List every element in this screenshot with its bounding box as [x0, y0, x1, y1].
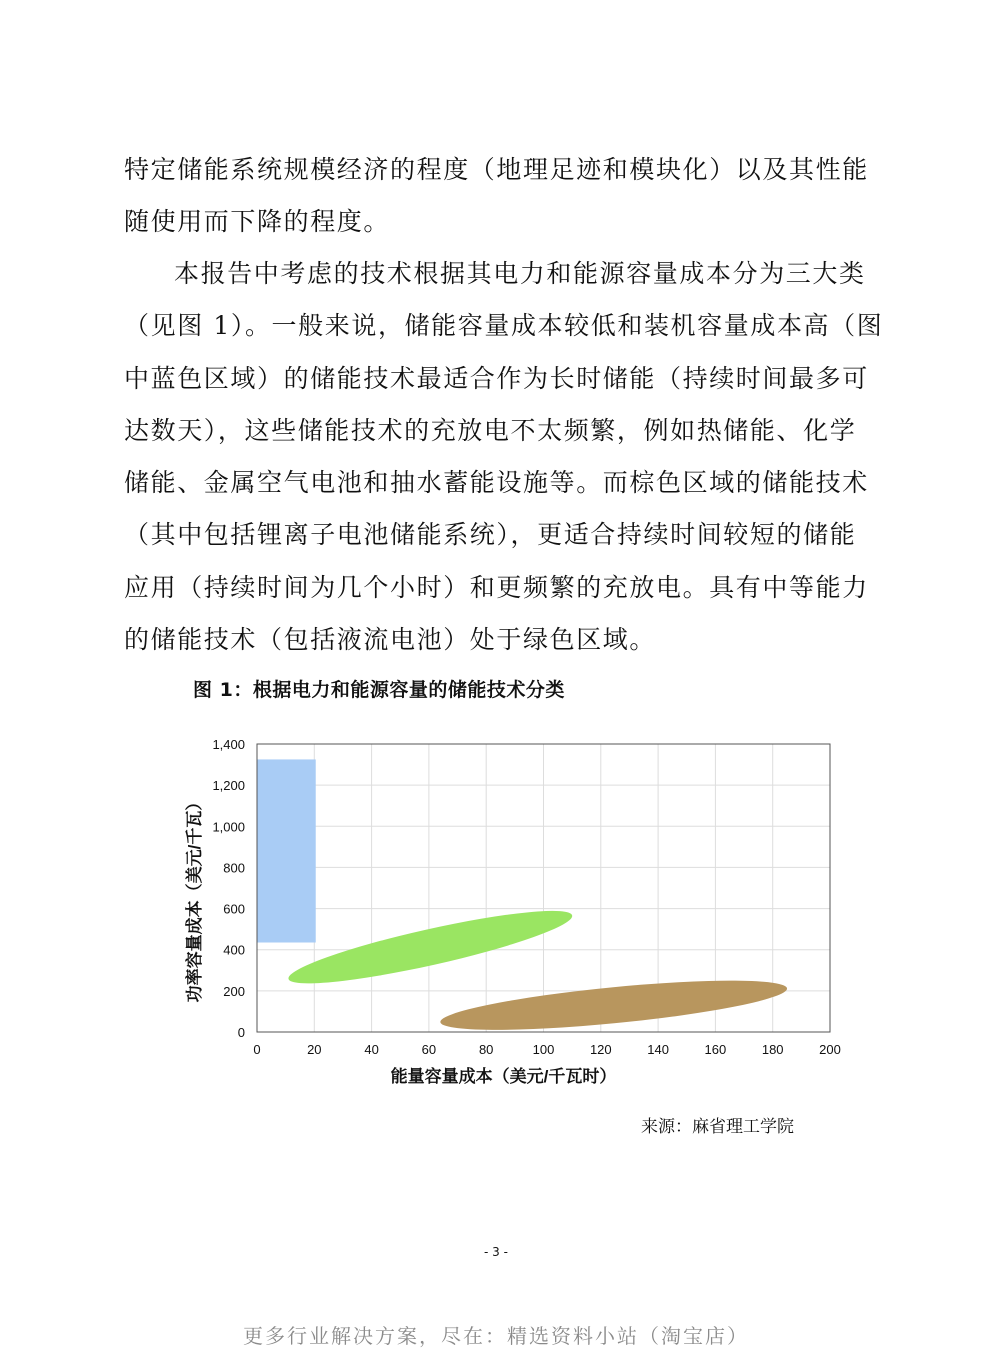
- paragraph-line: 达数天），这些储能技术的充放电不太频繁，例如热储能、化学: [124, 415, 857, 445]
- green-region: [285, 898, 576, 997]
- brown-region: [439, 970, 789, 1040]
- blue-region: [257, 759, 316, 942]
- x-tick-label: 20: [307, 1042, 322, 1057]
- x-tick-label: 40: [364, 1042, 379, 1057]
- y-tick-label: 600: [223, 901, 245, 917]
- paragraph-line: 本报告中考虑的技术根据其电力和能源容量成本分为三大类: [174, 259, 866, 288]
- plot-frame: [257, 744, 830, 1032]
- x-tick-label: 120: [589, 1042, 612, 1057]
- figure-source: 来源：麻省理工学院: [641, 1117, 794, 1137]
- chart-grid: [257, 744, 830, 1032]
- x-tick-label: 160: [704, 1042, 727, 1057]
- page-number: - 3 -: [484, 1245, 508, 1259]
- x-axis-label: 能量容量成本（美元/千瓦时）: [390, 1067, 617, 1086]
- chart-ticks: [212, 737, 840, 1057]
- y-tick-label: 800: [223, 860, 245, 876]
- x-tick-label: 100: [532, 1042, 555, 1057]
- x-tick-label: 140: [647, 1042, 669, 1057]
- paragraph-2: [124, 248, 884, 666]
- y-axis-label: 功率容量成本（美元/千瓦）: [185, 793, 204, 1003]
- y-tick-label: 200: [223, 983, 245, 999]
- paragraph-line: 特定储能系统规模经济的程度（地理足迹和模块化）以及其性能: [124, 155, 869, 184]
- paragraph-1: [124, 144, 868, 249]
- x-tick-label: 0: [253, 1042, 261, 1057]
- x-tick-label: 180: [761, 1042, 784, 1057]
- x-tick-label: 60: [421, 1042, 437, 1057]
- figure-caption: 图 1：根据电力和能源容量的储能技术分类: [193, 679, 565, 701]
- x-tick-label: 80: [478, 1042, 494, 1057]
- chart-regions: [257, 759, 789, 1040]
- y-tick-label: 1,200: [212, 778, 245, 794]
- footer-promo: 更多行业解决方案，尽在：精选资料小站（淘宝店）: [243, 1324, 749, 1348]
- y-tick-label: 0: [237, 1025, 245, 1040]
- paragraph-line: （其中包括锂离子电池储能系统），更适合持续时间较短的储能: [124, 520, 857, 550]
- paragraph-line: 的储能技术（包括液流电池）处于绿色区域。: [124, 625, 657, 655]
- paragraph-line: 随使用而下降的程度。: [124, 207, 391, 237]
- paragraph-line: 储能、金属空气电池和抽水蓄能设施等。而棕色区域的储能技术: [124, 468, 869, 498]
- y-tick-label: 1,400: [212, 737, 245, 752]
- paragraph-line: 应用（持续时间为几个小时）和更频繁的充放电。具有中等能力: [124, 572, 869, 602]
- paragraph-line: 中蓝色区域）的储能技术最适合作为长时储能（持续时间最多可: [124, 363, 869, 393]
- x-tick-label: 200: [819, 1042, 841, 1057]
- paragraph-line: （见图 1）。一般来说，储能容量成本较低和装机容量成本高（图: [124, 311, 884, 341]
- y-tick-label: 400: [223, 942, 245, 958]
- y-tick-label: 1,000: [212, 819, 245, 835]
